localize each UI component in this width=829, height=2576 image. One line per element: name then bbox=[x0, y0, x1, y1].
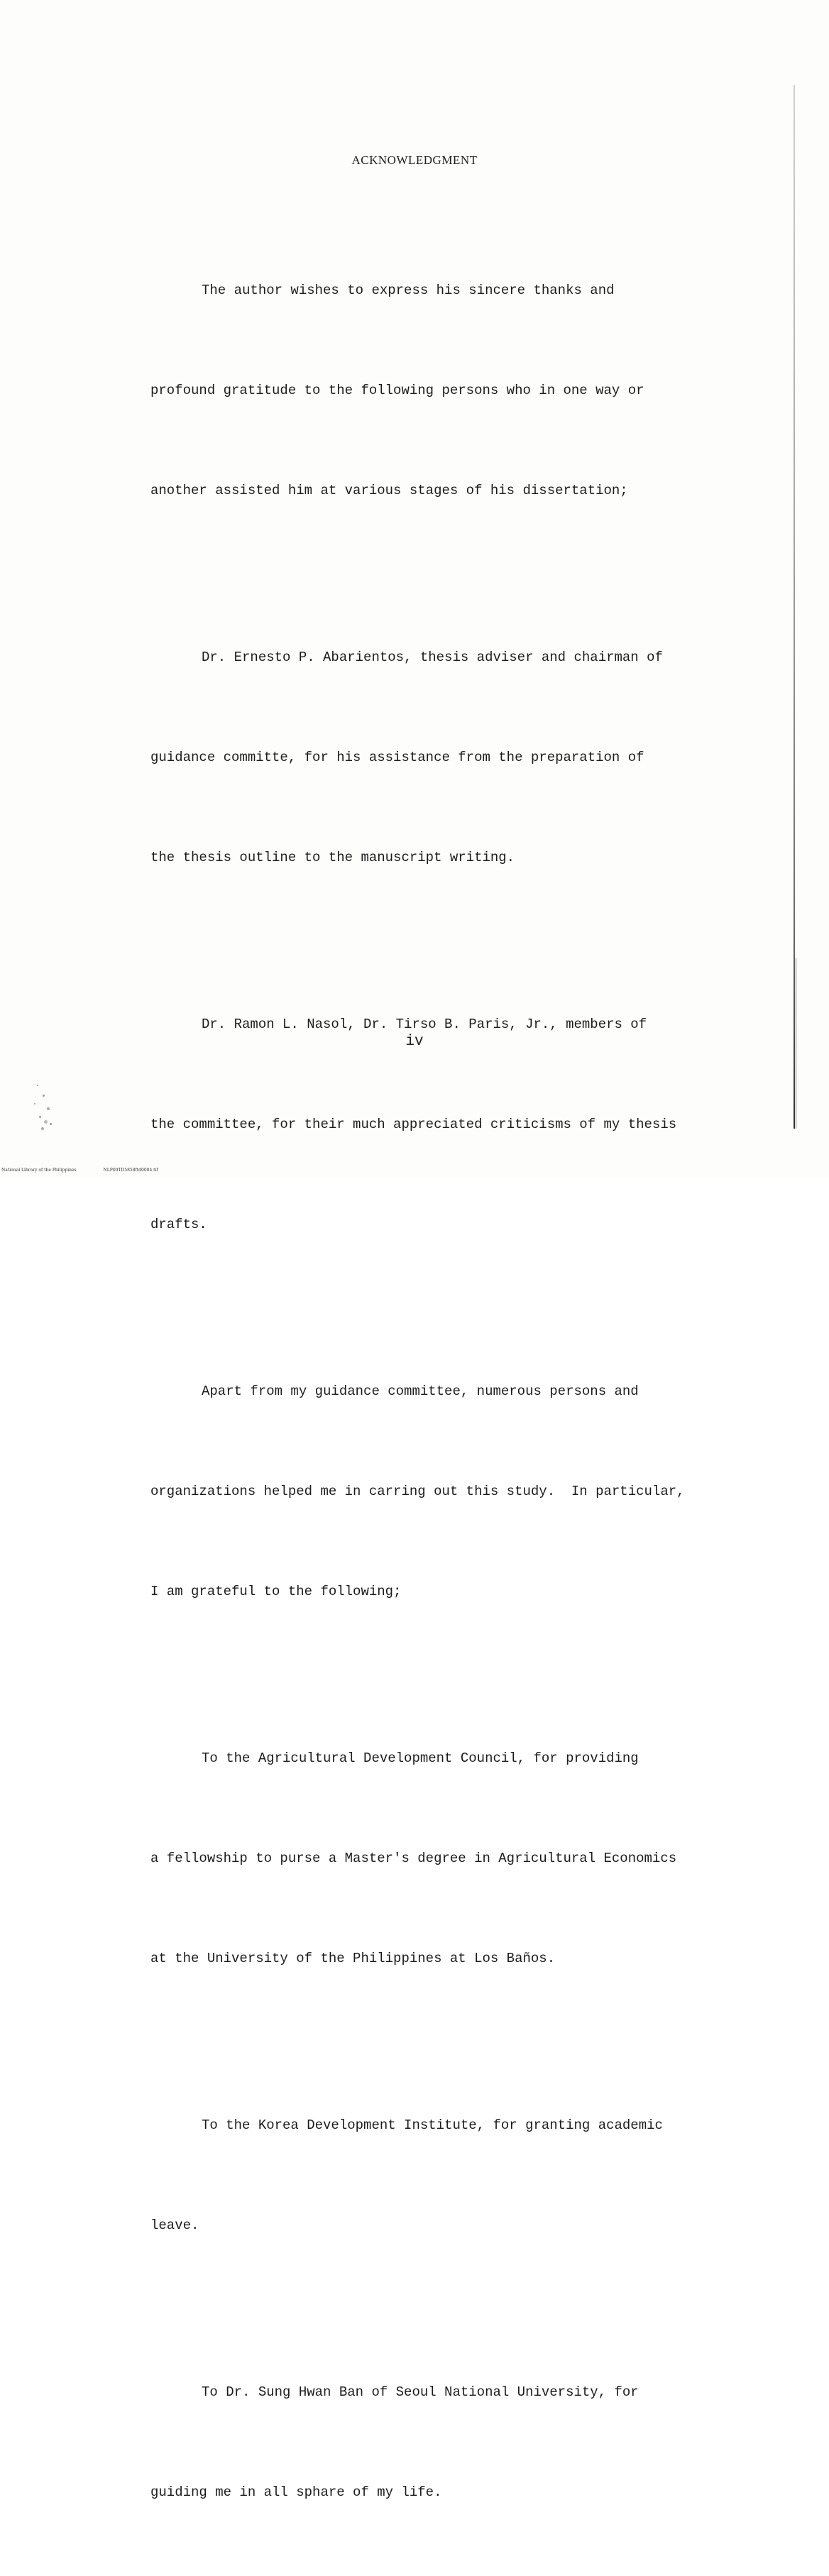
paragraph-kdi bbox=[150, 2042, 718, 2309]
text-line: The author wishes to express his sincere thanks and bbox=[202, 283, 615, 298]
text-line: guidance committe, for his assistance from the preparation of bbox=[150, 750, 644, 765]
text-line: organizations helped me in carring out this study. In particular, bbox=[150, 1484, 685, 1499]
paragraph-others bbox=[150, 1308, 718, 1675]
text-line: another assisted him at various stages of his dissertation; bbox=[150, 483, 628, 498]
footer-file-id: NLP00TD5858ftd0004.tif bbox=[103, 1168, 158, 1173]
paragraph-mentor bbox=[150, 2309, 718, 2576]
text-line: profound gratitude to the following persons who in one way or bbox=[150, 383, 644, 398]
text-line: To the Agricultural Development Council, for providing bbox=[202, 1750, 639, 1766]
scan-speckles bbox=[28, 1079, 71, 1136]
scan-edge-line bbox=[794, 85, 795, 1129]
text-line: To the Korea Development Institute, for granting academic bbox=[202, 2117, 663, 2133]
text-line: the thesis outline to the manuscript writing. bbox=[150, 850, 515, 865]
footer-library: National Library of the Philippines bbox=[1, 1168, 77, 1173]
text-line: Dr. Ernesto P. Abarientos, thesis adviser and chairman of bbox=[202, 650, 663, 665]
text-line: Apart from my guidance committee, numerous persons and bbox=[202, 1383, 639, 1399]
text-line: I am grateful to the following; bbox=[150, 1584, 402, 1599]
scan-footer bbox=[1, 1168, 184, 1173]
paragraph-intro bbox=[150, 207, 718, 574]
text-line: guiding me in all sphare of my life. bbox=[150, 2484, 442, 2500]
paragraph-committee bbox=[150, 941, 718, 1308]
text-line: leave. bbox=[150, 2218, 199, 2233]
paragraph-adc bbox=[150, 1675, 718, 2042]
text-line: at the University of the Philippines at Los Baños. bbox=[150, 1951, 556, 1966]
text-line: drafts. bbox=[150, 1217, 207, 1232]
text-line: a fellowship to purse a Master's degree in Agricultural Economics bbox=[150, 1851, 677, 1866]
text-line: To Dr. Sung Hwan Ban of Seoul National University, for bbox=[202, 2384, 639, 2400]
text-line: the committee, for their much appreciated criticisms of my thesis bbox=[150, 1117, 677, 1132]
paragraph-adviser bbox=[150, 574, 718, 941]
acknowledgment-body bbox=[150, 207, 718, 2576]
text-line: Dr. Ramon L. Nasol, Dr. Tirso B. Paris, Jr., members of bbox=[202, 1016, 647, 1032]
page-number: iv bbox=[405, 1034, 424, 1050]
page-title: ACKNOWLEDGMENT bbox=[351, 153, 478, 167]
